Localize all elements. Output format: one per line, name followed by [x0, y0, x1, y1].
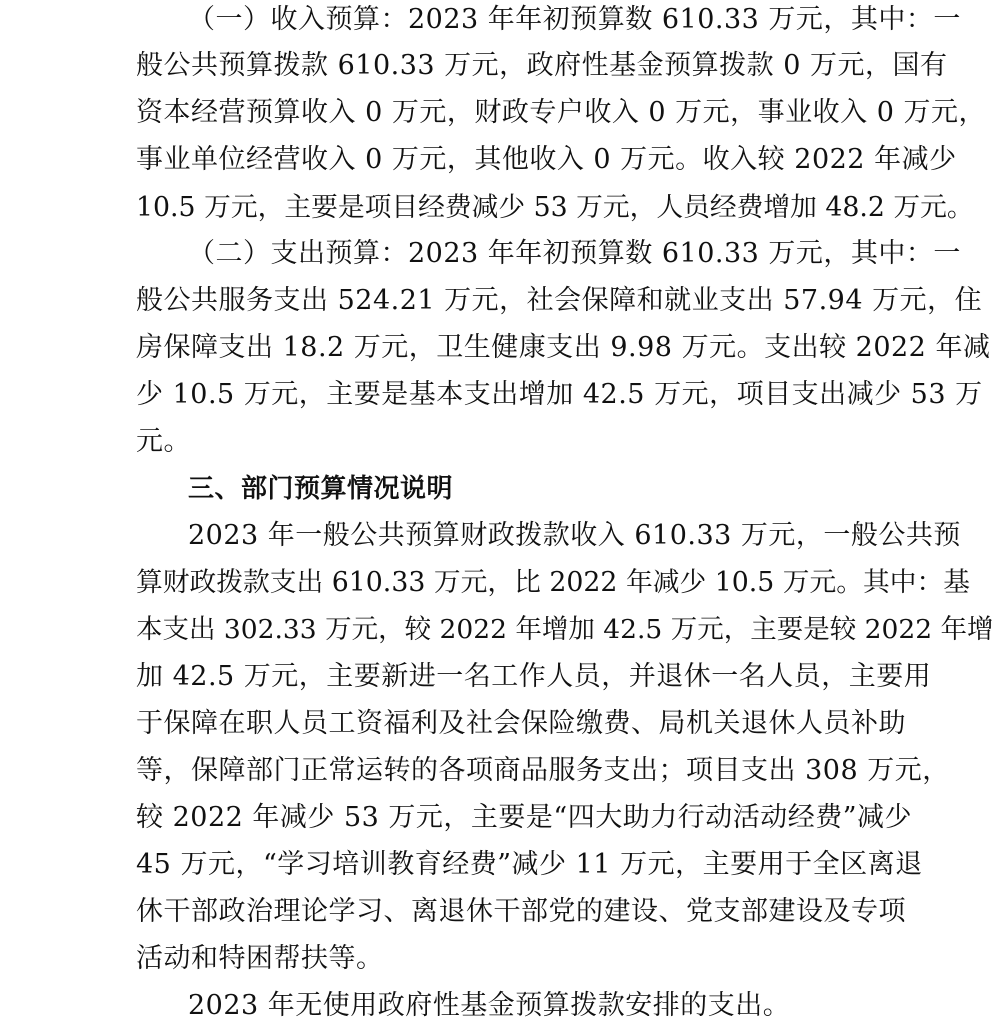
text-line: 本支出 302.33 万元，较 2022 年增加 42.5 万元，主要是较 2022 年增	[136, 614, 994, 645]
text-line: 45 万元，“学习培训教育经费”减少 11 万元，主要用于全区离退	[136, 849, 923, 880]
text-line: 2023 年一般公共预算财政拨款收入 610.33 万元，一般公共预	[188, 520, 961, 551]
text-line: 等，保障部门正常运转的各项商品服务支出；项目支出 308 万元，	[136, 755, 950, 786]
text-line: 房保障支出 18.2 万元，卫生健康支出 9.98 万元。支出较 2022 年减	[136, 332, 991, 363]
text-line: 较 2022 年减少 53 万元，主要是“四大助力行动活动经费”减少	[136, 802, 913, 833]
text-line: 10.5 万元，主要是项目经费减少 53 万元，人员经费增加 48.2 万元。	[136, 192, 974, 223]
text-line: 加 42.5 万元，主要新进一名工作人员，并退休一名人员，主要用	[136, 661, 932, 692]
text-line: 资本经营预算收入 0 万元，财政专户收入 0 万元，事业收入 0 万元，	[136, 97, 987, 128]
text-line: （一）收入预算：2023 年年初预算数 610.33 万元，其中：一	[188, 4, 961, 35]
text-line: 算财政拨款支出 610.33 万元，比 2022 年减少 10.5 万元。其中：基	[136, 567, 971, 598]
text-line: 休干部政治理论学习、离退休干部党的建设、党支部建设及专项	[136, 896, 906, 927]
text-line: 般公共服务支出 524.21 万元，社会保障和就业支出 57.94 万元，住	[136, 285, 983, 316]
text-line: 于保障在职人员工资福利及社会保险缴费、局机关退休人员补助	[136, 708, 906, 739]
text-line: 般公共预算拨款 610.33 万元，政府性基金预算拨款 0 万元，国有	[136, 50, 948, 81]
text-line: 活动和特困帮扶等。	[136, 943, 384, 974]
text-line: 事业单位经营收入 0 万元，其他收入 0 万元。收入较 2022 年减少	[136, 144, 957, 175]
text-line: 元。	[136, 426, 191, 457]
section-heading: 三、部门预算情况说明	[188, 474, 454, 504]
government-fund-note: 2023 年无使用政府性基金预算拨款安排的支出。	[188, 990, 791, 1021]
text-line: 少 10.5 万元，主要是基本支出增加 42.5 万元，项目支出减少 53 万	[136, 379, 983, 410]
text-line: （二）支出预算：2023 年年初预算数 610.33 万元，其中：一	[188, 238, 961, 269]
